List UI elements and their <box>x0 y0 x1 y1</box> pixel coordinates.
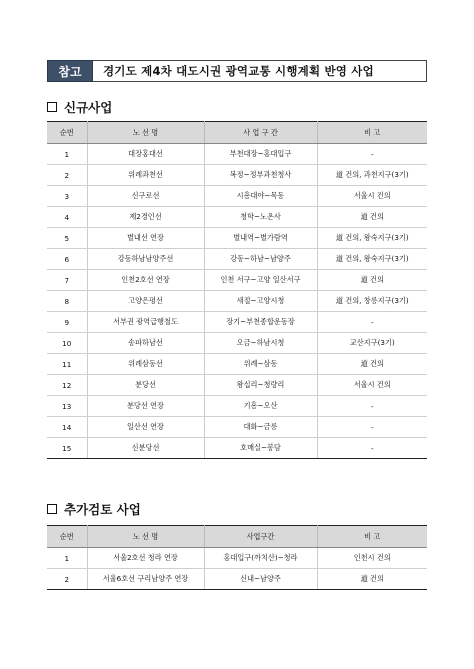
cell-remarks: 교산지구(3기) <box>317 333 427 354</box>
cell-section: 별내역~별가람역 <box>204 228 317 249</box>
cell-remarks: - <box>317 438 427 459</box>
cell-line-name: 신구로선 <box>87 186 204 207</box>
cell-no: 9 <box>47 312 87 333</box>
cell-remarks: 道 건의, 과천지구(3기) <box>317 165 427 186</box>
cell-remarks: 道 건의, 왕숙지구(3기) <box>317 249 427 270</box>
cell-line-name: 분당선 연장 <box>87 396 204 417</box>
header-no: 순번 <box>47 526 87 548</box>
table-row <box>47 249 427 270</box>
cell-section: 장기~부천종합운동장 <box>204 312 317 333</box>
cell-no: 2 <box>47 569 87 590</box>
cell-line-name: 고양은평선 <box>87 291 204 312</box>
cell-no: 11 <box>47 354 87 375</box>
table-row <box>47 569 427 590</box>
cell-no: 5 <box>47 228 87 249</box>
cell-remarks: 道 건의 <box>317 569 427 590</box>
section-heading-label: 추가검토 사업 <box>64 502 141 517</box>
cell-remarks: 道 건의 <box>317 354 427 375</box>
table-row <box>47 291 427 312</box>
checkbox-square-icon <box>47 102 57 112</box>
page-title: 경기도 제4차 대도시권 광역교통 시행계획 반영 사업 <box>93 60 427 82</box>
table-row <box>47 270 427 291</box>
cell-no: 1 <box>47 144 87 165</box>
cell-no: 6 <box>47 249 87 270</box>
header-section: 사업구간 <box>204 526 317 548</box>
cell-no: 10 <box>47 333 87 354</box>
header-remarks: 비 고 <box>317 122 427 144</box>
cell-section: 시흥대야~목동 <box>204 186 317 207</box>
cell-line-name: 위례삼동선 <box>87 354 204 375</box>
cell-line-name: 인천2호선 연장 <box>87 270 204 291</box>
table-row <box>47 144 427 165</box>
cell-no: 7 <box>47 270 87 291</box>
header-line-name: 노 선 명 <box>87 526 204 548</box>
cell-section: 강동~하남~남양주 <box>204 249 317 270</box>
cell-section: 홍대입구(까치산)~청라 <box>204 548 317 569</box>
cell-line-name: 송파하남선 <box>87 333 204 354</box>
cell-no: 13 <box>47 396 87 417</box>
header-remarks: 비 고 <box>317 526 427 548</box>
cell-remarks: - <box>317 396 427 417</box>
cell-line-name: 별내선 연장 <box>87 228 204 249</box>
table-header-row <box>47 526 427 548</box>
cell-line-name: 강동하남남양주선 <box>87 249 204 270</box>
cell-remarks: 道 건의, 창릉지구(3기) <box>317 291 427 312</box>
cell-no: 15 <box>47 438 87 459</box>
cell-line-name: 일산선 연장 <box>87 417 204 438</box>
table-row <box>47 228 427 249</box>
table-row <box>47 438 427 459</box>
section-heading-new <box>47 98 112 116</box>
table-row <box>47 396 427 417</box>
cell-remarks: 서울시 건의 <box>317 186 427 207</box>
cell-remarks: - <box>317 312 427 333</box>
table-row <box>47 333 427 354</box>
table-row <box>47 165 427 186</box>
cell-no: 4 <box>47 207 87 228</box>
table-row <box>47 207 427 228</box>
cell-line-name: 대장홍대선 <box>87 144 204 165</box>
header-line-name: 노 선 명 <box>87 122 204 144</box>
cell-remarks: 道 건의 <box>317 270 427 291</box>
section-heading-review <box>47 500 141 518</box>
table-row <box>47 312 427 333</box>
cell-line-name: 분당선 <box>87 375 204 396</box>
table-row <box>47 417 427 438</box>
cell-section: 호매실~봉담 <box>204 438 317 459</box>
cell-remarks: 서울시 건의 <box>317 375 427 396</box>
cell-section: 새절~고양시청 <box>204 291 317 312</box>
cell-remarks: 道 건의, 왕숙지구(3기) <box>317 228 427 249</box>
title-bar <box>47 60 427 82</box>
cell-no: 14 <box>47 417 87 438</box>
table-row <box>47 548 427 569</box>
cell-no: 12 <box>47 375 87 396</box>
checkbox-square-icon <box>47 504 57 514</box>
cell-remarks: 道 건의 <box>317 207 427 228</box>
cell-section: 오금~하남시청 <box>204 333 317 354</box>
cell-section: 청학~노온사 <box>204 207 317 228</box>
cell-line-name: 서울6호선 구리남양주 연장 <box>87 569 204 590</box>
title-tag: 참고 <box>47 60 93 82</box>
cell-no: 8 <box>47 291 87 312</box>
new-projects-table <box>47 121 427 459</box>
cell-line-name: 위례과천선 <box>87 165 204 186</box>
cell-section: 위례~삼동 <box>204 354 317 375</box>
cell-remarks: 인천시 건의 <box>317 548 427 569</box>
cell-section: 왕십리~청량리 <box>204 375 317 396</box>
table-row <box>47 354 427 375</box>
header-no: 순번 <box>47 122 87 144</box>
cell-line-name: 제2경인선 <box>87 207 204 228</box>
cell-no: 1 <box>47 548 87 569</box>
section-heading-label: 신규사업 <box>64 100 113 115</box>
cell-section: 기흥~오산 <box>204 396 317 417</box>
cell-section: 인천 서구~고양 일산서구 <box>204 270 317 291</box>
table-row <box>47 186 427 207</box>
table-row <box>47 375 427 396</box>
table-header-row <box>47 122 427 144</box>
cell-no: 3 <box>47 186 87 207</box>
cell-remarks: - <box>317 417 427 438</box>
cell-section: 부천대장~홍대입구 <box>204 144 317 165</box>
cell-line-name: 서울2호선 청라 연장 <box>87 548 204 569</box>
cell-section: 복정~정부과천청사 <box>204 165 317 186</box>
cell-remarks: - <box>317 144 427 165</box>
cell-section: 신내~남양주 <box>204 569 317 590</box>
cell-section: 대화~금릉 <box>204 417 317 438</box>
header-section: 사 업 구 간 <box>204 122 317 144</box>
review-projects-table <box>47 525 427 590</box>
cell-line-name: 신분당선 <box>87 438 204 459</box>
cell-line-name: 서부권 광역급행철도 <box>87 312 204 333</box>
cell-no: 2 <box>47 165 87 186</box>
